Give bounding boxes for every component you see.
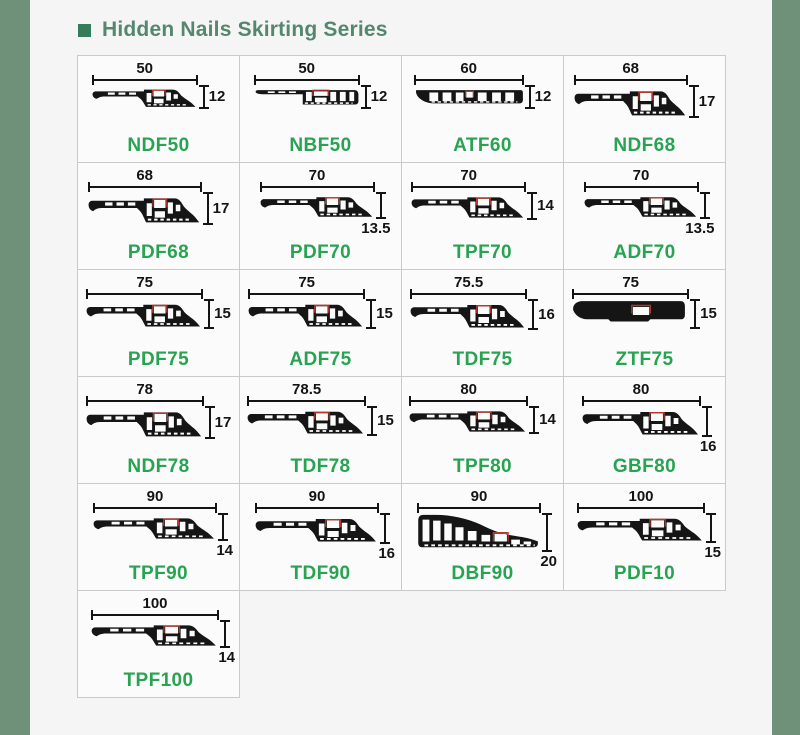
height-dimension-line (224, 620, 226, 647)
profile-figure (247, 382, 394, 435)
drawing-row (91, 620, 235, 666)
profile-figure (572, 275, 717, 328)
product-cell (402, 484, 564, 591)
profile-figure (254, 61, 388, 108)
width-dimension (88, 168, 202, 188)
height-dimension (704, 513, 721, 561)
height-dimension-label: 16 (699, 438, 717, 455)
height-dimension-line (704, 192, 706, 218)
height-dimension-label: 17 (212, 199, 230, 217)
width-dimension-line (417, 507, 541, 509)
drawing-row (93, 513, 233, 559)
height-dimension-label: 17 (214, 413, 232, 431)
width-dimension (247, 382, 366, 402)
width-dimension (577, 489, 705, 509)
profile-figure (410, 275, 555, 329)
profile-figure (584, 167, 715, 237)
width-dimension-label: 90 (470, 488, 488, 505)
width-dimension (254, 61, 360, 81)
product-cell (564, 163, 726, 270)
height-dimension-line (365, 85, 367, 108)
drawing-row (248, 299, 393, 328)
product-code: TPF100 (123, 670, 194, 691)
height-dimension-label: 12 (208, 88, 226, 105)
product-code: TDF90 (290, 563, 351, 584)
width-dimension-label: 70 (460, 167, 477, 184)
width-dimension-label: 68 (622, 60, 639, 77)
product-code: ZTF75 (615, 349, 674, 370)
height-dimension-label: 20 (540, 553, 557, 570)
height-dimension-line (222, 513, 224, 540)
width-dimension-label: 60 (460, 60, 477, 77)
drawing-row (572, 299, 717, 328)
profile-figure (86, 275, 231, 328)
product-cell (564, 56, 726, 163)
height-dimension-label: 13.5 (361, 220, 391, 237)
width-dimension-line (409, 400, 528, 402)
width-dimension (248, 275, 365, 295)
product-code: TPF90 (128, 563, 189, 584)
product-code: PDF10 (613, 563, 676, 584)
width-dimension-label: 75 (136, 274, 153, 291)
product-cell (78, 377, 240, 484)
height-dimension-line (371, 406, 373, 435)
product-code: PDF75 (127, 349, 190, 370)
profile-figure (92, 61, 226, 108)
drawing-row (88, 192, 230, 224)
profile-figure (411, 168, 554, 219)
height-dimension-line (529, 85, 531, 108)
width-dimension-label: 50 (136, 60, 153, 77)
height-dimension-label: 16 (378, 545, 395, 562)
width-dimension (411, 168, 526, 188)
width-dimension-label: 75 (298, 274, 315, 291)
product-cell (78, 56, 240, 163)
profile-cross-section-drawing (88, 192, 202, 224)
height-dimension (540, 513, 557, 570)
product-code: NDF68 (613, 135, 676, 156)
width-dimension-label: 80 (460, 381, 477, 398)
height-dimension-label: 14 (218, 649, 235, 666)
section-header (78, 17, 726, 43)
profile-cross-section-drawing (248, 299, 365, 328)
drawing-row (86, 299, 231, 328)
product-code: ATF60 (453, 135, 512, 156)
height-dimension-line (533, 406, 535, 433)
profile-figure (582, 381, 717, 455)
width-dimension (260, 168, 375, 188)
profile-cross-section-drawing (574, 85, 688, 117)
height-dimension-line (694, 299, 696, 328)
height-dimension-label: 15 (704, 544, 721, 561)
width-dimension-line (248, 293, 365, 295)
product-cell (402, 270, 564, 377)
height-dimension (365, 85, 388, 108)
product-cell (402, 163, 564, 270)
product-cell (402, 377, 564, 484)
height-dimension (209, 406, 232, 438)
width-dimension-label: 70 (632, 167, 650, 184)
profile-cross-section-drawing (86, 299, 203, 328)
width-dimension-line (411, 186, 526, 188)
product-code: NDF50 (127, 135, 190, 156)
drawing-row (411, 192, 554, 219)
width-dimension (410, 275, 527, 295)
profile-cross-section-drawing (93, 513, 217, 540)
height-dimension-line (380, 192, 382, 218)
width-dimension-line (584, 186, 699, 188)
profile-figure (91, 595, 235, 666)
height-dimension (378, 513, 395, 562)
profile-figure (417, 488, 557, 570)
drawing-row (584, 192, 715, 237)
product-cell (78, 591, 240, 698)
product-code: PDF70 (289, 242, 352, 263)
profile-cross-section-drawing (584, 192, 699, 218)
drawing-row (582, 406, 717, 455)
height-dimension-line (370, 299, 372, 328)
product-code: GBF80 (612, 456, 677, 477)
drawing-row (86, 406, 232, 438)
product-code: TPF80 (452, 456, 513, 477)
page-title: Hidden Nails Skirting Series (102, 18, 388, 41)
drawing-row (409, 406, 556, 433)
width-dimension-label: 90 (146, 488, 164, 505)
height-dimension-label: 15 (377, 412, 394, 429)
product-code: TPF70 (452, 242, 513, 263)
width-dimension (584, 168, 699, 188)
width-dimension-line (260, 186, 375, 188)
height-dimension (370, 299, 393, 328)
height-dimension-line (532, 299, 534, 329)
width-dimension-line (254, 79, 360, 81)
width-dimension (414, 61, 524, 81)
height-dimension-label: 14 (537, 197, 554, 214)
height-dimension (533, 406, 556, 433)
width-dimension (574, 61, 688, 81)
height-dimension (216, 513, 233, 559)
width-dimension-label: 75.5 (454, 274, 484, 291)
width-dimension-line (577, 507, 705, 509)
height-dimension (693, 85, 716, 117)
product-code: NBF50 (289, 135, 352, 156)
height-dimension-line (209, 406, 211, 438)
drawing-row (577, 513, 721, 561)
drawing-row (417, 513, 557, 570)
width-dimension-label: 100 (628, 488, 654, 505)
width-dimension (93, 489, 217, 509)
product-cell (78, 270, 240, 377)
height-dimension-line (546, 513, 548, 551)
product-cell (402, 56, 564, 163)
height-dimension (203, 85, 226, 108)
height-dimension-line (710, 513, 712, 542)
width-dimension-line (92, 79, 198, 81)
height-dimension (532, 299, 555, 329)
profile-cross-section-drawing (92, 85, 198, 108)
width-dimension-label: 80 (632, 381, 650, 398)
height-dimension-line (531, 192, 533, 219)
profile-figure (260, 167, 391, 237)
product-cell (240, 484, 402, 591)
height-dimension-line (208, 299, 210, 328)
profile-cross-section-drawing (417, 513, 541, 551)
profile-cross-section-drawing (411, 192, 526, 219)
drawing-row (254, 85, 388, 108)
height-dimension-label: 16 (538, 305, 555, 323)
height-dimension-label: 15 (700, 305, 717, 322)
width-dimension-line (88, 186, 202, 188)
width-dimension-label: 90 (308, 488, 326, 505)
width-dimension (92, 61, 198, 81)
profile-cross-section-drawing (409, 406, 528, 433)
width-dimension-label: 100 (142, 595, 168, 612)
width-dimension-line (86, 293, 203, 295)
profile-figure (88, 168, 230, 224)
product-cell (564, 484, 726, 591)
width-dimension (417, 489, 541, 509)
height-dimension-line (693, 85, 695, 117)
width-dimension-line (574, 79, 688, 81)
height-dimension-label: 12 (370, 88, 388, 105)
height-dimension-label: 14 (539, 411, 556, 428)
width-dimension-line (93, 507, 217, 509)
profile-figure (414, 61, 552, 108)
width-dimension (572, 275, 689, 295)
height-dimension (685, 192, 715, 237)
width-dimension (91, 596, 219, 616)
height-dimension (371, 406, 394, 435)
profile-cross-section-drawing (254, 85, 360, 108)
height-dimension (699, 406, 717, 455)
product-code: NDF78 (127, 456, 190, 477)
width-dimension-line (410, 293, 527, 295)
profile-cross-section-drawing (91, 620, 219, 647)
product-code: DBF90 (451, 563, 514, 584)
product-cell (78, 484, 240, 591)
height-dimension-label: 15 (214, 305, 231, 322)
product-cell (564, 270, 726, 377)
drawing-row (574, 85, 716, 117)
profile-figure (248, 275, 393, 328)
width-dimension-label: 70 (308, 167, 326, 184)
profile-cross-section-drawing (260, 192, 375, 218)
profile-cross-section-drawing (86, 406, 204, 438)
product-cell (78, 163, 240, 270)
width-dimension-line (582, 400, 701, 402)
right-accent-band (772, 0, 800, 735)
square-bullet-icon (78, 24, 91, 37)
profile-figure (255, 488, 395, 562)
height-dimension (529, 85, 552, 108)
profile-cross-section-drawing (572, 299, 689, 328)
width-dimension (86, 382, 204, 402)
height-dimension (207, 192, 230, 224)
height-dimension (208, 299, 231, 328)
profile-figure (86, 382, 232, 438)
width-dimension (86, 275, 203, 295)
width-dimension (409, 382, 528, 402)
width-dimension-line (86, 400, 204, 402)
width-dimension-label: 78 (136, 381, 153, 398)
product-cell (240, 163, 402, 270)
height-dimension (531, 192, 554, 219)
width-dimension-line (91, 614, 219, 616)
height-dimension-line (207, 192, 209, 224)
height-dimension-label: 17 (698, 92, 716, 110)
drawing-row (410, 299, 555, 329)
profile-figure (93, 488, 233, 559)
width-dimension-line (247, 400, 366, 402)
drawing-row (255, 513, 395, 562)
profile-cross-section-drawing (582, 406, 701, 436)
height-dimension (361, 192, 391, 237)
profile-cross-section-drawing (577, 513, 705, 542)
profile-figure (574, 61, 716, 117)
height-dimension-label: 13.5 (685, 220, 715, 237)
width-dimension-line (255, 507, 379, 509)
drawing-row (92, 85, 226, 108)
products-grid (77, 55, 726, 698)
profile-cross-section-drawing (414, 85, 524, 108)
product-code: TDF78 (290, 456, 351, 477)
product-code: ADF75 (289, 349, 352, 370)
product-cell (240, 377, 402, 484)
height-dimension-label: 12 (534, 88, 552, 105)
product-cell (240, 56, 402, 163)
product-code: ADF70 (613, 242, 676, 263)
width-dimension-line (572, 293, 689, 295)
width-dimension-label: 50 (298, 60, 315, 77)
product-code: TDF75 (452, 349, 513, 370)
width-dimension (255, 489, 379, 509)
width-dimension (582, 382, 701, 402)
profile-cross-section-drawing (247, 406, 366, 435)
product-code: PDF68 (127, 242, 190, 263)
profile-figure (577, 488, 721, 561)
left-accent-band (0, 0, 30, 735)
drawing-row (247, 406, 394, 435)
product-cell (240, 270, 402, 377)
height-dimension (218, 620, 235, 666)
page-content (77, 0, 726, 698)
product-cell (564, 377, 726, 484)
height-dimension-line (384, 513, 386, 543)
width-dimension-label: 68 (136, 167, 153, 184)
height-dimension-label: 15 (376, 305, 393, 322)
width-dimension-label: 75 (622, 274, 639, 291)
height-dimension-line (203, 85, 205, 108)
profile-figure (409, 382, 556, 433)
profile-cross-section-drawing (255, 513, 379, 543)
width-dimension-line (414, 79, 524, 81)
profile-cross-section-drawing (410, 299, 527, 329)
height-dimension-label: 14 (216, 542, 233, 559)
width-dimension-label: 78.5 (292, 381, 322, 398)
drawing-row (260, 192, 391, 237)
drawing-row (414, 85, 552, 108)
height-dimension-line (706, 406, 708, 436)
height-dimension (694, 299, 717, 328)
